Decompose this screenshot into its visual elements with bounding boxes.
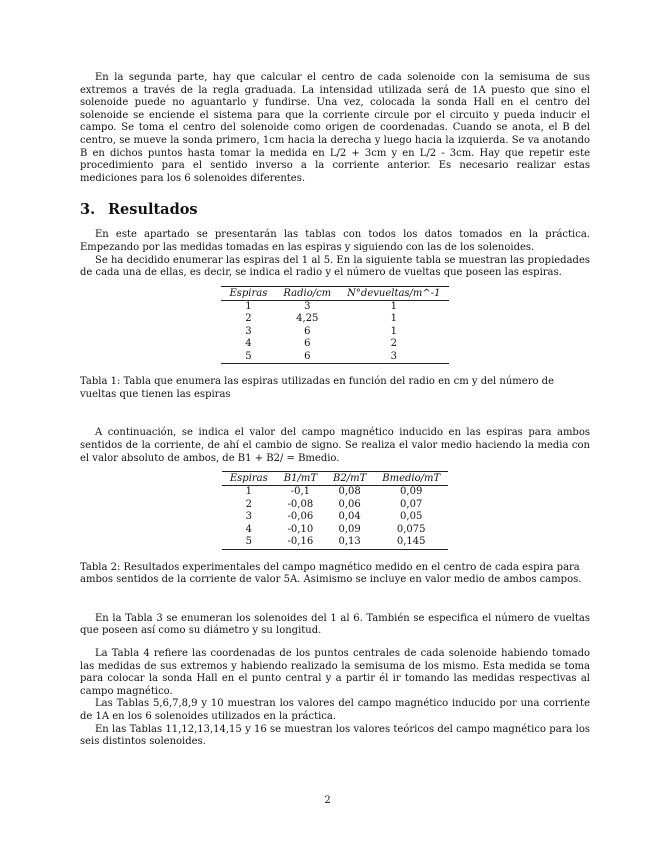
table-cell: 0,09 [338, 523, 361, 535]
table-header-cell: B2/mT [325, 472, 374, 486]
table-2-campo [222, 471, 448, 550]
table-cell: 5 [221, 351, 275, 364]
table-cell: 1 [245, 300, 252, 312]
table-row [222, 486, 448, 499]
intro-paragraph: En la segunda parte, hay que calcular el centro de cada solenoide con la semisuma de sus extremos a través de la regla graduada. La intensidad utilizada será de 1A puesto que sino el solenoide puede no aguantarlo y fundirse. Una vez, colocada la sonda Hall en el centro del solenoide se enciende el sistema para que la corriente circule por el circuito y pueda inducir el campo. Se toma el centro del solenoide como origen de coordenadas. Cuando se anota, el B del centro, se mueve la sonda primero, 1cm hacia la derecha y luego hacia la izquierda. Se va anotando B en dichos puntos hasta tomar la medida en L/2 + 3cm y en L/2 - 3cm. Hay que repetir este procedimiento para el sentido inverso a la corriente anterior. Es necesario realizar estas mediciones para los 6 solenoides diferentes. [80, 72, 590, 184]
closing-paragraph-3: Las Tablas 5,6,7,8,9 y 10 muestran los valores del campo magnético inducido por una corriente de 1A en los 6 solenoides utilizados en la práctica. [80, 698, 590, 723]
table-header-cell: N°devueltas/m^-1 [339, 286, 448, 300]
page-content [80, 72, 590, 749]
table-cell: 2 [390, 338, 398, 350]
table-cell: -0,1 [290, 486, 311, 498]
section-number: 3. [80, 201, 96, 219]
table-header-cell: Radio/cm [275, 286, 339, 300]
table-cell: 0,07 [400, 498, 423, 510]
table-cell: 1 [245, 486, 252, 498]
table-cell: 4,25 [296, 313, 319, 325]
results-paragraph-1: En este apartado se presentarán las tablas con todos los datos tomados en la práctica. Empezando por las medidas tomadas en las espiras y siguiendo con las de los solenoides. [80, 229, 590, 253]
table-cell: 1 [390, 325, 398, 337]
table-2-caption: Tabla 2: Resultados experimentales del campo magnético medido en el centro de cada espira para ambos sentidos de la corriente de valor 5A. Asimismo se incluye en valor medio de ambos campos. [80, 561, 582, 586]
table-cell: 2 [245, 313, 252, 325]
table-cell: 0,145 [374, 536, 448, 549]
table-row [222, 499, 448, 512]
table-row [221, 313, 448, 326]
table-cell: 3 [245, 511, 252, 523]
page-number: 2 [324, 795, 331, 806]
table-row [221, 338, 448, 351]
section-heading [80, 201, 590, 218]
between-paragraph: A continuación, se indica el valor del campo magnético inducido en las espiras para ambos sentidos de la corriente, de ahí el cambio de signo. Se realiza el valor medio haciendo la media con el valor absoluto de ambos, de B1 + B2/ = Bmedio. [80, 427, 590, 464]
closing-paragraph-1: En la Tabla 3 se enumeran los solenoides del 1 al 6. También se especifica el número de vueltas que poseen así como su diámetro y su longitud. [80, 612, 590, 637]
table-cell: 0,09 [400, 486, 423, 498]
table-1-espiras [221, 286, 448, 365]
table-cell: 6 [304, 325, 311, 337]
table-header-cell: Espiras [221, 286, 275, 300]
table-cell: 0,05 [400, 511, 423, 523]
closing-paragraph-2: La Tabla 4 refiere las coordenadas de los puntos centrales de cada solenoide habiendo tomado las medidas de sus extremos y habiendo realizado la semisuma de los mismo. Esta medida se toma para colocar la sonda Hall en el punto central y a partir él ir tomando las medidas respectivas al campo magnético. [80, 648, 590, 697]
table-header-cell: B1/mT [276, 472, 325, 486]
table-cell: 3 [245, 325, 252, 337]
table-cell: -0,10 [287, 523, 314, 535]
table-row [222, 524, 448, 537]
table-cell: -0,16 [276, 536, 325, 549]
results-paragraph-2: Se ha decidido enumerar las espiras del 1 al 5. En la siguiente tabla se muestran las propiedades de cada una de ellas, es decir, se indica el radio y el número de vueltas que poseen las espiras. [80, 254, 590, 279]
table-cell: 5 [222, 536, 276, 549]
table-cell: 4 [245, 338, 252, 350]
table-cell: 0,06 [338, 498, 361, 510]
table-cell: 2 [245, 498, 252, 510]
table-header-row [222, 472, 448, 486]
table-header-row [221, 286, 448, 300]
table-cell: 0,04 [338, 511, 361, 523]
table-cell: -0,06 [287, 511, 314, 523]
table-cell: 0,08 [338, 486, 361, 498]
table-cell: -0,08 [287, 498, 314, 510]
table-cell: 3 [339, 351, 448, 364]
table-header-cell: Bmedio/mT [374, 472, 448, 486]
closing-paragraph-4: En las Tablas 11,12,13,14,15 y 16 se muestran los valores teóricos del campo magnético para los seis distintos solenoides. [80, 723, 590, 748]
table-cell: 3 [304, 300, 311, 312]
table-cell: 4 [245, 523, 252, 535]
table-cell: 1 [390, 300, 398, 312]
table-row [221, 351, 448, 364]
table-cell: 6 [275, 351, 339, 364]
section-title: Resultados [108, 201, 198, 219]
table-cell: 1 [390, 313, 398, 325]
table-header-cell: Espiras [222, 472, 276, 486]
table-row [221, 300, 448, 313]
table-cell: 6 [304, 338, 311, 350]
table-1-caption: Tabla 1: Tabla que enumera las espiras utilizadas en función del radio en cm y del número de vueltas que tienen las espiras [80, 376, 554, 400]
table-cell: 0,13 [325, 536, 374, 549]
table-cell: 0,075 [396, 523, 426, 535]
table-row [222, 536, 448, 549]
table-row [221, 326, 448, 339]
table-row [222, 511, 448, 524]
